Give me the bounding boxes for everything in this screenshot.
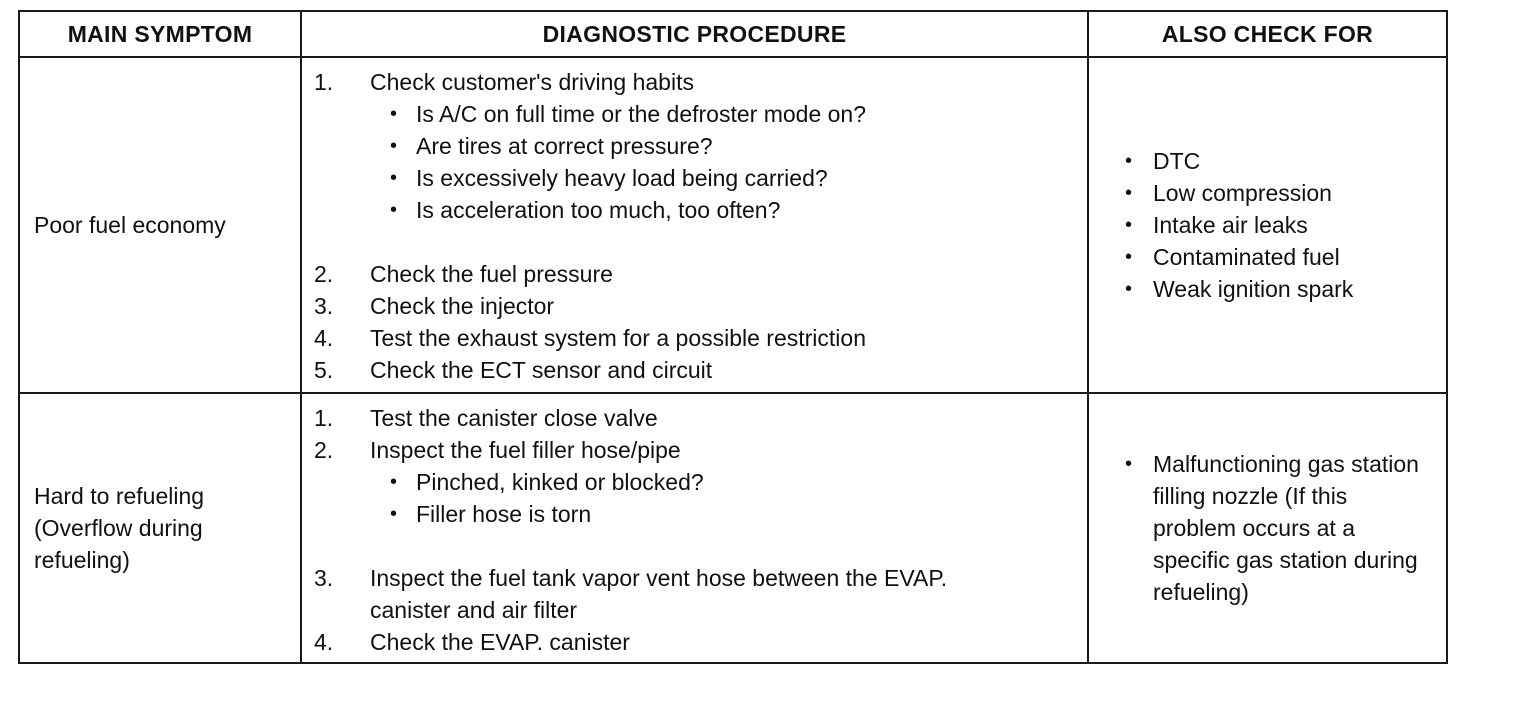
bullet-icon: •: [390, 103, 398, 125]
bullet-icon: •: [390, 167, 398, 189]
step-text: Check the EVAP. canister: [370, 629, 630, 655]
procedure-step: [302, 322, 1087, 354]
step-number: 3.: [314, 293, 334, 319]
also-check-item: [1125, 241, 1432, 273]
procedure-sub-item: [302, 466, 1087, 498]
procedure-step: [302, 290, 1087, 322]
sub-item-text: Is A/C on full time or the defroster mode on?: [416, 101, 867, 127]
also-check-text: Weak ignition spark: [1153, 276, 1354, 302]
table-row: [19, 57, 1447, 393]
sub-item-text: Is excessively heavy load being carried?: [416, 165, 828, 191]
symptom-cell: Poor fuel economy: [19, 57, 301, 393]
bullet-icon: •: [1125, 246, 1133, 268]
header-diagnostic-procedure: DIAGNOSTIC PROCEDURE: [301, 11, 1088, 57]
bullet-icon: •: [390, 199, 398, 221]
step-text: Check the fuel pressure: [370, 261, 613, 287]
procedure-step: [302, 434, 1087, 466]
step-number: 2.: [314, 437, 334, 463]
procedure-cell: [301, 57, 1088, 393]
procedure-step: [302, 258, 1087, 290]
step-number: 3.: [314, 565, 334, 591]
symptom-cell: Hard to refueling (Overflow during refueling): [19, 393, 301, 663]
procedure-step: [302, 354, 1087, 386]
also-check-item: [1125, 273, 1432, 305]
also-check-item: [1125, 177, 1432, 209]
bullet-icon: •: [390, 135, 398, 157]
procedure-sub-item: [302, 98, 1087, 130]
also-check-text: Contaminated fuel: [1153, 244, 1340, 270]
procedure-cell: [301, 393, 1088, 663]
bullet-icon: •: [390, 471, 398, 493]
also-check-text: Malfunctioning gas station filling nozzle (If this problem occurs at a specific gas station during refueling): [1153, 451, 1419, 605]
step-number: 2.: [314, 261, 334, 287]
step-text: Test the canister close valve: [370, 405, 658, 431]
procedure-step: [302, 626, 1087, 658]
procedure-sub-item: [302, 498, 1087, 530]
also-check-text: Low compression: [1153, 180, 1332, 206]
procedure-sub-item: [302, 130, 1087, 162]
sub-item-text: Filler hose is torn: [416, 501, 592, 527]
also-check-cell: [1088, 57, 1447, 393]
header-row: [19, 11, 1447, 57]
step-number: 4.: [314, 325, 334, 351]
also-check-item: [1125, 145, 1432, 177]
bullet-icon: •: [1125, 150, 1133, 172]
step-number: 4.: [314, 629, 334, 655]
step-text: Test the exhaust system for a possible restriction: [370, 325, 866, 351]
step-text: Check the ECT sensor and circuit: [370, 357, 713, 383]
header-main-symptom: MAIN SYMPTOM: [19, 11, 301, 57]
step-text: Inspect the fuel tank vapor vent hose between the EVAP. canister and air filter: [370, 565, 948, 623]
sub-item-text: Pinched, kinked or blocked?: [416, 469, 704, 495]
table-row: [19, 393, 1447, 663]
header-also-check-for: ALSO CHECK FOR: [1088, 11, 1447, 57]
sub-item-text: Are tires at correct pressure?: [416, 133, 713, 159]
bullet-icon: •: [1125, 453, 1133, 475]
bullet-icon: •: [390, 503, 398, 525]
procedure-step: [302, 562, 1087, 626]
step-number: 1.: [314, 405, 334, 431]
also-check-text: Intake air leaks: [1153, 212, 1308, 238]
bullet-icon: •: [1125, 278, 1133, 300]
also-check-item: [1125, 209, 1432, 241]
also-check-cell: [1088, 393, 1447, 663]
sub-item-text: Is acceleration too much, too often?: [416, 197, 781, 223]
procedure-sub-item: [302, 194, 1087, 226]
step-number: 1.: [314, 69, 334, 95]
bullet-icon: •: [1125, 182, 1133, 204]
procedure-step: [302, 66, 1087, 98]
procedure-step: [302, 402, 1087, 434]
diagnostic-table: [18, 10, 1448, 664]
step-text: Check the injector: [370, 293, 555, 319]
step-number: 5.: [314, 357, 334, 383]
step-text: Check customer's driving habits: [370, 69, 694, 95]
also-check-text: DTC: [1153, 148, 1201, 174]
bullet-icon: •: [1125, 214, 1133, 236]
procedure-sub-item: [302, 162, 1087, 194]
also-check-item: [1125, 448, 1432, 608]
step-text: Inspect the fuel filler hose/pipe: [370, 437, 681, 463]
